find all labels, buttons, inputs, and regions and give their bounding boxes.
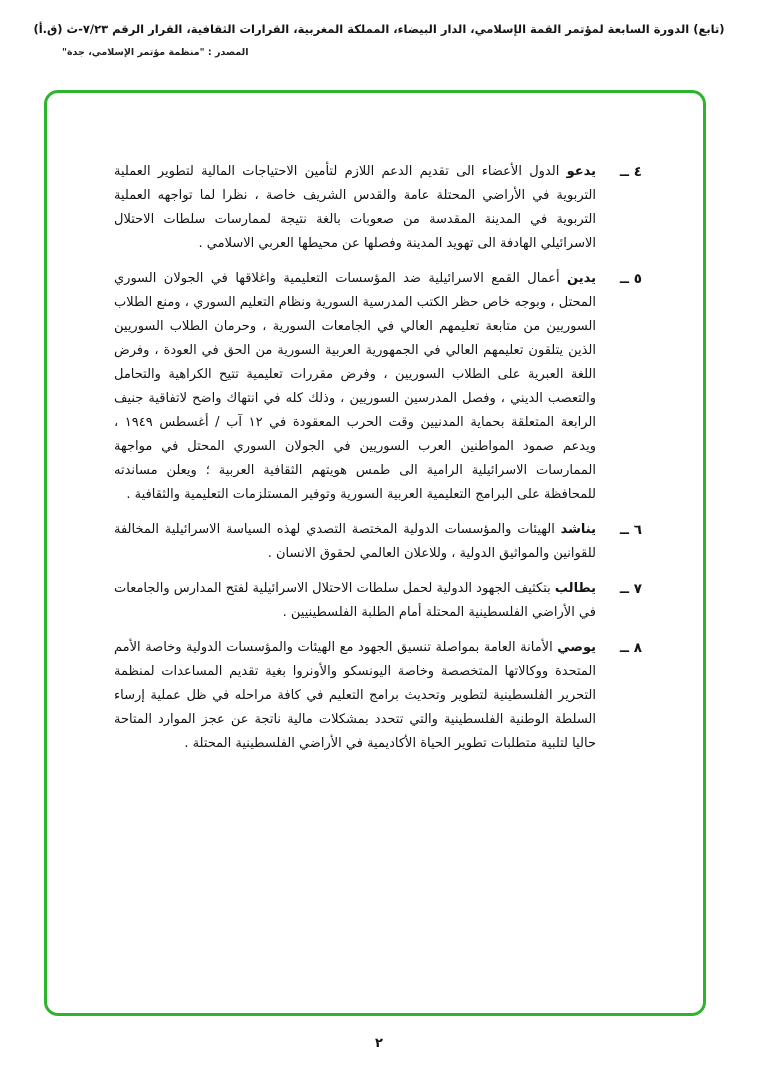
item-text-rest: بتكثيف الجهود الدولية لحمل سلطات الاحتلال الاسرائيلية لفتح المدارس والجامعات في الأراضي الفلسطينية المحتلة أمام الطلبة الفلسطينيين . [114, 581, 596, 620]
item-text [114, 636, 596, 756]
item-text [114, 160, 596, 256]
item-text [114, 267, 596, 507]
resolution-body [114, 160, 642, 767]
item-lead-word: يوصي [557, 640, 596, 655]
item-number: ٨ ــ [619, 640, 642, 656]
item-text [114, 577, 596, 625]
item-text-rest: الأمانة العامة بمواصلة تنسيق الجهود مع الهيئات والمؤسسات الدولية وخاصة الأمم المتحدة ووكالاتها المتخصصة وخاصة اليونسكو والأونروا بغية تقديم المساعدات لمنظمة التحرير الفلسطينية لتطوير وتحديث برامج التعليم في كافة مراحله في ظل عملية إرساء السلطة الوطنية الفلسطينية والتي تتحدد بمشكلات مالية ناتجة عن عجز الموارد المتاحة حاليا لتلبية متطلبات تطوير الحياة الأكاديمية في الأراضي الفلسطينية المحتلة . [114, 640, 596, 751]
item-text-rest: أعمال القمع الاسرائيلية ضد المؤسسات التعليمية واغلاقها في الجولان السوري المحتل ، وبوجه خاص حظر الكتب المدرسية السورية ونظام التعليم السوري ، ومنع الطلاب السوريين من متابعة تعليمهم العالي في الجامعات السورية ، وحرمان الطلاب السوريين الذين يتلقون تعليمهم العالي في الجمهورية العربية السورية من الحق في العودة ، وفرض اللغة العبرية على الطلاب السوريين ، وفرض مقررات تعليمية تتيح الكراهية والتحامل والتعصب الديني ، وفصل المدرسين السوريين ، وذلك كله في انتهاك واضح لاتفاقية جنيف الرابعة المتعلقة بحماية المدنيين وقت الحرب المعقودة في ١٢ آب / أغسطس ١٩٤٩ ، ويدعم صمود المواطنين العرب السوريين في الجولان السوري المحتل في مواجهة الممارسات الاسرائيلية الرامية الى طمس هويتهم الثقافية العربية ؛ ويعلن مساندته للمحافظة على البرامج التعليمية العربية السورية وتوفير المستلزمات التعليمية والثقافية . [114, 271, 596, 502]
item-lead-word: يدعو [566, 164, 596, 179]
item-text [114, 518, 596, 566]
page-number: ٢ [375, 1036, 383, 1051]
item-number: ٦ ــ [619, 522, 642, 538]
item-number: ٤ ــ [619, 164, 642, 180]
resolution-item-7 [114, 577, 642, 625]
item-lead-word: يناشد [560, 522, 596, 537]
item-lead-word: يدين [567, 271, 596, 286]
document-source-line: المصدر : "منظمة مؤتمر الإسلامي، جدة" [62, 47, 249, 58]
resolution-item-5 [114, 267, 642, 507]
item-number: ٥ ــ [619, 271, 642, 287]
item-text-rest: الدول الأعضاء الى تقديم الدعم اللازم لتأمين الاحتياجات المالية لتطوير العملية التربوية في الأراضي المحتلة عامة والقدس الشريف خاصة ، نظرا لما تواجهه العملية التربوية في المدينة المقدسة من صعوبات بالغة نتيجة لممارسات سلطات الاحتلال الاسرائيلي الهادفة الى تهويد المدينة وفصلها عن محيطها العربي الاسلامي . [114, 164, 596, 251]
item-lead-word: يطالب [554, 581, 596, 596]
item-text-rest: الهيئات والمؤسسات الدولية المختصة التصدي لهذه السياسة الاسرائيلية المخالفة للقوانين والمواثيق الدولية ، وللاعلان العالمي لحقوق الانسان . [114, 522, 596, 561]
document-header-title: (تابع) الدورة السابعة لمؤتمر القمة الإسلامي، الدار البيضاء، المملكة المغربية، القرارات الثقافية، القرار الرقم ٧/٢٣-ث (ق.أ) [33, 22, 725, 36]
item-number: ٧ ــ [619, 581, 642, 597]
resolution-item-4 [114, 160, 642, 256]
resolution-item-8 [114, 636, 642, 756]
resolution-item-6 [114, 518, 642, 566]
